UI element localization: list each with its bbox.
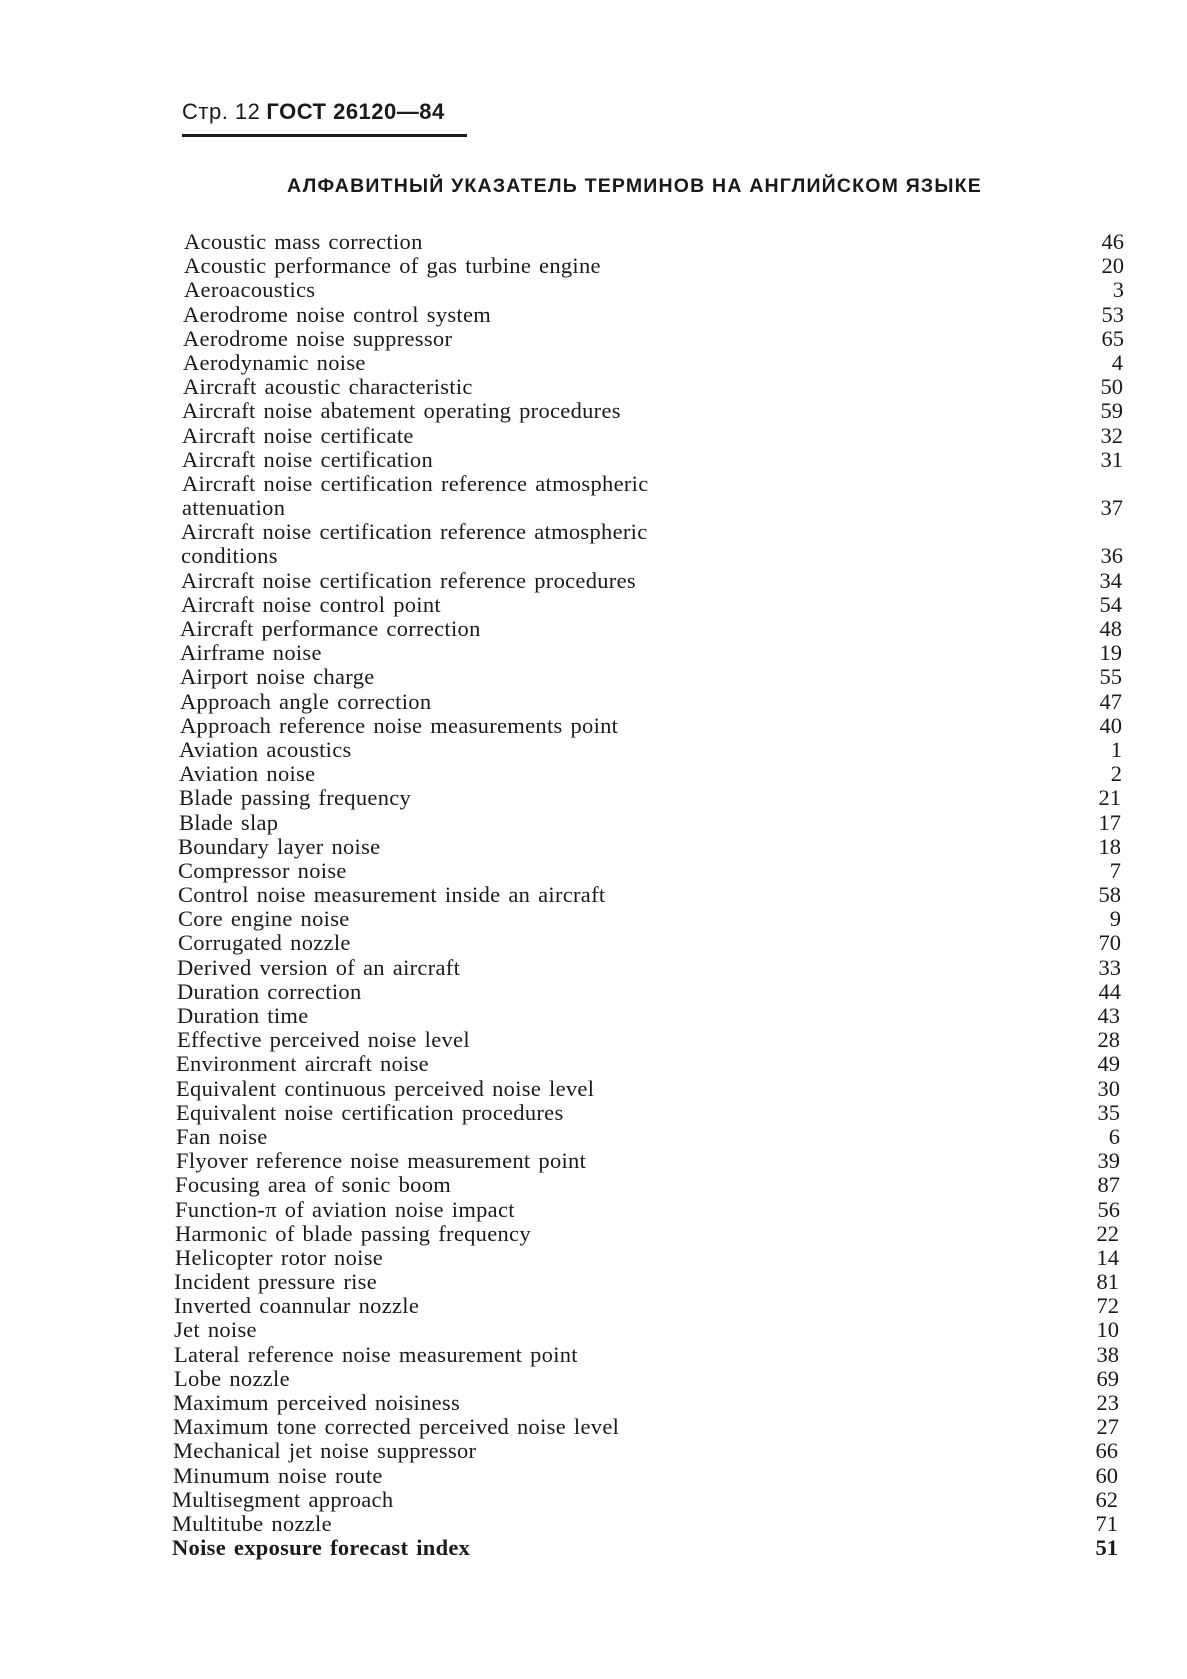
index-term: Harmonic of blade passing frequency xyxy=(175,1220,531,1246)
index-term-number: 65 xyxy=(1101,325,1124,351)
index-term: Mechanical jet noise suppressor xyxy=(173,1438,477,1464)
index-term-number: 9 xyxy=(1109,906,1121,932)
index-term: Aircraft noise certification xyxy=(182,446,434,472)
index-term-number: 22 xyxy=(1096,1220,1119,1246)
index-term-number: 7 xyxy=(1109,857,1121,883)
index-term: Blade slap xyxy=(179,809,279,835)
index-entry-line xyxy=(0,1149,1187,1173)
index-entry-line xyxy=(0,738,1187,762)
index-term: Maximum tone corrected perceived noise level xyxy=(173,1414,620,1440)
index-term: Lobe nozzle xyxy=(174,1365,290,1391)
index-term-number: 56 xyxy=(1097,1196,1120,1222)
index-term: Fan noise xyxy=(176,1123,268,1149)
index-term-number: 19 xyxy=(1099,640,1122,666)
index-term: Minumum noise route xyxy=(173,1462,383,1488)
index-term-number: 81 xyxy=(1096,1269,1119,1295)
index-term-number: 23 xyxy=(1096,1390,1119,1415)
index-term: Compressor noise xyxy=(178,857,347,883)
index-term: Boundary layer noise xyxy=(178,833,381,859)
index-entry-line xyxy=(0,786,1187,810)
index-term-number: 21 xyxy=(1098,785,1121,811)
index-term-number: 87 xyxy=(1097,1172,1120,1198)
index-entry-line xyxy=(0,399,1187,423)
index-entry-line xyxy=(0,520,1187,544)
index-term-number: 46 xyxy=(1101,229,1124,254)
index-term-number: 72 xyxy=(1096,1293,1119,1319)
index-entry-line xyxy=(0,641,1187,665)
index-entry-line xyxy=(0,859,1187,883)
index-entry-line xyxy=(0,1198,1187,1222)
index-entry-line xyxy=(0,1028,1187,1052)
index-term-number: 43 xyxy=(1097,1003,1120,1028)
index-term: Noise exposure forecast index xyxy=(172,1535,471,1561)
index-term: Airframe noise xyxy=(180,640,322,666)
index-term: Multitube nozzle xyxy=(172,1510,332,1536)
index-title: АЛФАВИТНЫЙ УКАЗАТЕЛЬ ТЕРМИНОВ НА АНГЛИЙСКОМ ЯЗЫКЕ xyxy=(287,175,982,197)
index-entry-line xyxy=(0,1439,1187,1463)
index-entry-line xyxy=(0,375,1187,399)
index-entry-line xyxy=(0,1367,1187,1391)
standard-designation: ГОСТ 26120—84 xyxy=(266,99,445,124)
index-term-number: 20 xyxy=(1101,253,1124,279)
index-term-number: 37 xyxy=(1100,495,1123,521)
index-entry-line xyxy=(0,544,1187,568)
index-term-number: 51 xyxy=(1095,1535,1118,1561)
index-entry-line xyxy=(0,883,1187,907)
index-entry-line xyxy=(0,424,1187,448)
index-term: Aerodynamic noise xyxy=(183,349,366,375)
index-term: Core engine noise xyxy=(178,906,350,932)
index-entry-line xyxy=(0,835,1187,859)
index-term: Function-π of aviation noise impact xyxy=(175,1196,515,1222)
index-entry-line xyxy=(0,1004,1187,1028)
index-term-number: 17 xyxy=(1098,809,1121,835)
index-entry-line xyxy=(0,327,1187,351)
index-term-number: 60 xyxy=(1095,1462,1118,1488)
index-entry-line xyxy=(0,956,1187,980)
index-term: Focusing area of sonic boom xyxy=(175,1172,452,1198)
index-term: Approach angle correction xyxy=(180,688,432,714)
index-entry-line xyxy=(0,1488,1187,1512)
index-term-number: 34 xyxy=(1099,567,1122,593)
index-term: Environment aircraft noise xyxy=(176,1051,429,1077)
index-entry-line xyxy=(0,448,1187,472)
index-term-number: 44 xyxy=(1098,978,1121,1004)
index-term: attenuation xyxy=(182,495,286,521)
index-entry-line xyxy=(0,690,1187,714)
index-entry-line xyxy=(0,1246,1187,1270)
index-entry-line xyxy=(0,1294,1187,1318)
index-entry-line xyxy=(0,1077,1187,1101)
index-entry-line xyxy=(0,931,1187,955)
index-term-number: 66 xyxy=(1095,1438,1118,1464)
index-entry-line xyxy=(0,1270,1187,1294)
index-term-number: 30 xyxy=(1097,1075,1120,1101)
index-entry-line xyxy=(0,278,1187,302)
index-term: Control noise measurement inside an aircraft xyxy=(178,882,606,908)
index-term: conditions xyxy=(181,543,278,569)
index-term-number: 14 xyxy=(1096,1244,1119,1270)
index-entry-line xyxy=(0,617,1187,641)
index-entry-line xyxy=(0,665,1187,689)
index-entry-line xyxy=(0,351,1187,375)
index-term-number: 2 xyxy=(1110,761,1122,787)
index-term-number: 4 xyxy=(1111,349,1123,375)
index-term-number: 55 xyxy=(1099,664,1122,690)
index-term-number: 27 xyxy=(1096,1414,1119,1440)
index-term-number: 3 xyxy=(1112,277,1124,303)
index-term-number: 33 xyxy=(1098,954,1121,980)
index-term: Multisegment approach xyxy=(172,1486,394,1512)
index-term: Aviation acoustics xyxy=(179,736,352,762)
index-entry-line xyxy=(0,714,1187,738)
index-entry-line xyxy=(0,980,1187,1004)
index-entry-line xyxy=(0,811,1187,835)
index-term: Aircraft noise certification reference atmospheric xyxy=(182,470,649,496)
index-term-number: 58 xyxy=(1098,882,1121,908)
index-term-number: 18 xyxy=(1098,833,1121,859)
index-entry-line xyxy=(0,907,1187,931)
index-entry-line xyxy=(0,593,1187,617)
index-term-number: 69 xyxy=(1096,1365,1119,1391)
index-entry-line xyxy=(0,1343,1187,1367)
index-term: Aircraft performance correction xyxy=(180,616,481,641)
term-index-list xyxy=(0,230,1187,1560)
page-number-label: Стр. 12 xyxy=(182,99,261,124)
index-term: Corrugated nozzle xyxy=(178,930,351,956)
index-term-number: 39 xyxy=(1097,1148,1120,1174)
index-term: Aerodrome noise control system xyxy=(183,301,492,327)
index-term: Airport noise charge xyxy=(180,664,375,690)
index-term: Helicopter rotor noise xyxy=(175,1244,384,1270)
index-term: Derived version of an aircraft xyxy=(177,954,461,980)
index-term-number: 71 xyxy=(1095,1510,1118,1536)
index-term: Equivalent noise certification procedures xyxy=(176,1099,564,1125)
index-term: Aircraft noise control point xyxy=(181,591,441,617)
index-term-number: 47 xyxy=(1099,688,1122,714)
index-term-number: 36 xyxy=(1100,543,1123,569)
index-term: Jet noise xyxy=(174,1317,257,1343)
index-entry-line xyxy=(0,1391,1187,1415)
index-term: Duration correction xyxy=(177,978,362,1004)
index-entry-line xyxy=(0,762,1187,786)
index-term-number: 54 xyxy=(1099,591,1122,617)
index-term: Effective perceived noise level xyxy=(177,1027,470,1053)
index-term: Acoustic performance of gas turbine engine xyxy=(184,253,601,279)
index-term: Aircraft noise abatement operating procedures xyxy=(182,398,621,424)
index-entry-line xyxy=(0,1052,1187,1076)
index-entry-line xyxy=(0,254,1187,278)
index-term: Maximum perceived noisiness xyxy=(173,1390,461,1415)
index-entry-line xyxy=(0,1101,1187,1125)
index-term-number: 70 xyxy=(1098,930,1121,956)
header-rule xyxy=(182,134,467,137)
index-term: Duration time xyxy=(177,1003,309,1028)
index-term-number: 49 xyxy=(1097,1051,1120,1077)
index-term-number: 53 xyxy=(1101,301,1124,327)
index-term: Aircraft acoustic characteristic xyxy=(183,374,473,400)
index-term: Approach reference noise measurements point xyxy=(180,712,619,738)
index-entry-line xyxy=(0,1512,1187,1536)
index-term-number: 10 xyxy=(1096,1317,1119,1343)
index-entry-line xyxy=(0,1536,1187,1560)
index-term: Aeroacoustics xyxy=(184,277,316,303)
page-header xyxy=(182,99,445,125)
index-term: Equivalent continuous perceived noise level xyxy=(176,1075,595,1101)
index-entry-line xyxy=(0,1464,1187,1488)
index-term: Aircraft noise certification reference procedures xyxy=(181,567,636,593)
index-entry-line xyxy=(0,1125,1187,1149)
index-entry-line xyxy=(0,496,1187,520)
index-term: Flyover reference noise measurement point xyxy=(176,1148,587,1174)
index-term-number: 48 xyxy=(1099,616,1122,641)
index-term-number: 1 xyxy=(1110,736,1122,762)
index-term-number: 6 xyxy=(1108,1123,1120,1149)
index-term: Incident pressure rise xyxy=(174,1269,378,1295)
index-term-number: 31 xyxy=(1100,446,1123,472)
index-entry-line xyxy=(0,1222,1187,1246)
index-entry-line xyxy=(0,472,1187,496)
index-entry-line xyxy=(0,569,1187,593)
index-term: Acoustic mass correction xyxy=(184,229,423,254)
index-entry-line xyxy=(0,1415,1187,1439)
index-term-number: 50 xyxy=(1100,374,1123,400)
index-term: Inverted coannular nozzle xyxy=(174,1293,420,1319)
index-entry-line xyxy=(0,303,1187,327)
index-term: Blade passing frequency xyxy=(179,785,412,811)
index-entry-line xyxy=(0,1318,1187,1342)
index-term: Aviation noise xyxy=(179,761,316,787)
index-term: Aircraft noise certificate xyxy=(182,422,414,448)
index-term-number: 59 xyxy=(1100,398,1123,424)
index-term-number: 62 xyxy=(1095,1486,1118,1512)
index-term-number: 32 xyxy=(1100,422,1123,448)
index-term: Aerodrome noise suppressor xyxy=(183,325,453,351)
index-term: Aircraft noise certification reference atmospheric xyxy=(181,519,648,545)
index-entry-line xyxy=(0,230,1187,254)
index-term-number: 40 xyxy=(1099,712,1122,738)
index-term-number: 38 xyxy=(1096,1341,1119,1367)
index-term-number: 28 xyxy=(1097,1027,1120,1053)
index-term-number: 35 xyxy=(1097,1099,1120,1125)
index-entry-line xyxy=(0,1173,1187,1197)
index-term: Lateral reference noise measurement point xyxy=(174,1341,578,1367)
